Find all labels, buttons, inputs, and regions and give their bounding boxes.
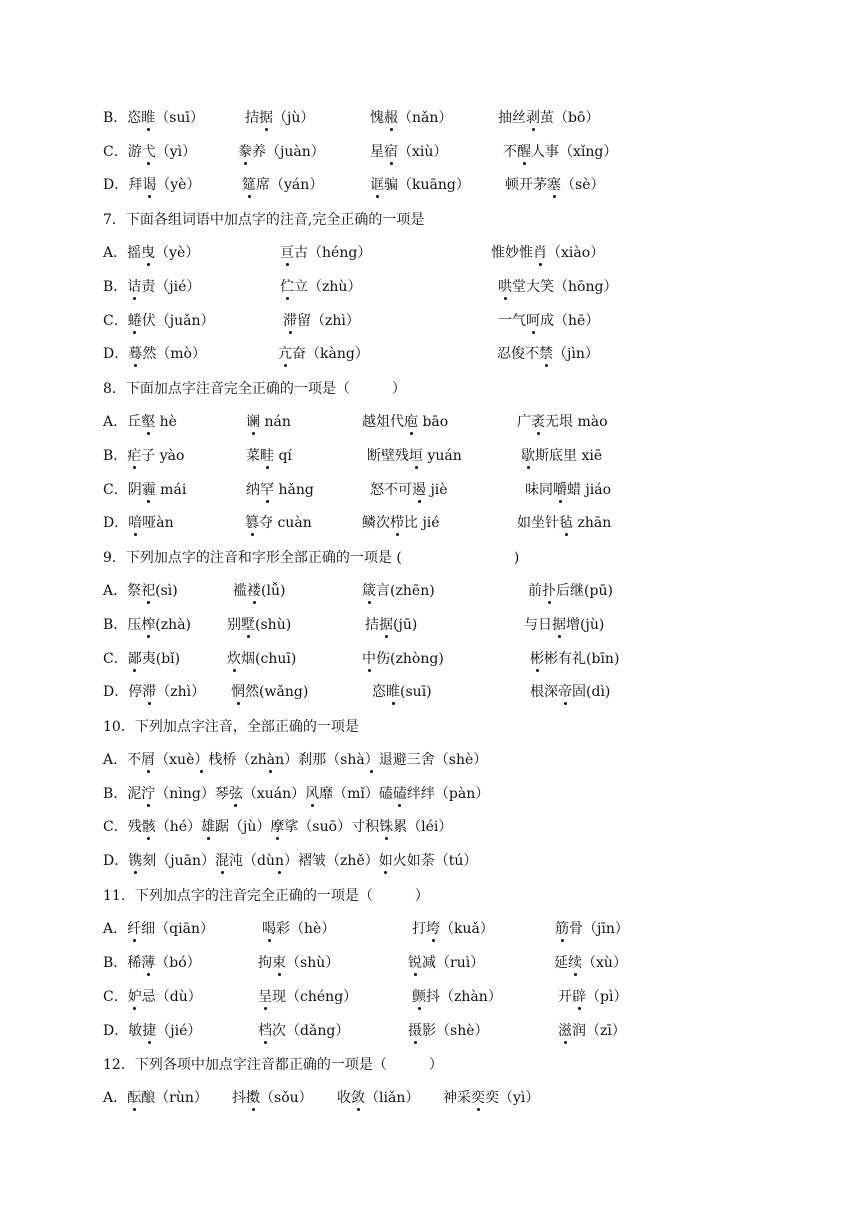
emphasis-dot-char: 敛 bbox=[351, 1087, 365, 1109]
emphasis-dot-char: 混 bbox=[215, 850, 229, 872]
option-item: B．恣睢（suī） bbox=[103, 107, 204, 129]
emphasis-dot-char: 颤 bbox=[412, 986, 426, 1008]
option-item: 彬彬有礼(bīn) bbox=[530, 648, 619, 670]
option-item: 抽丝剥茧（bō） bbox=[498, 107, 599, 129]
emphasis-dot-char: 续 bbox=[568, 952, 582, 974]
option-item: 忍俊不禁（jìn） bbox=[497, 343, 599, 365]
option-item: 歇斯底里 xiē bbox=[521, 445, 602, 467]
option-item: C．阴霾 mái bbox=[103, 479, 186, 501]
emphasis-dot-char: 诘 bbox=[127, 276, 141, 298]
emphasis-dot-char: 宿 bbox=[384, 141, 398, 163]
emphasis-dot-char: 亢 bbox=[278, 343, 292, 365]
option-item: A．纤细（qiān） bbox=[103, 918, 214, 940]
option-item: 滞留（zhì） bbox=[283, 310, 360, 332]
option-item: 筵席（yán） bbox=[242, 174, 323, 196]
emphasis-dot-char: 擞 bbox=[246, 1087, 260, 1109]
option-item: C．鄙夷(bǐ) bbox=[103, 648, 180, 670]
emphasis-dot-char: 塞 bbox=[547, 174, 561, 196]
option-item: 诓骗（kuāng） bbox=[370, 174, 470, 196]
emphasis-dot-char: 酝 bbox=[127, 1087, 141, 1109]
emphasis-dot-char: 炊 bbox=[227, 648, 241, 670]
emphasis-dot-char: 壑 bbox=[141, 411, 155, 433]
emphasis-dot-char: 据 bbox=[259, 107, 273, 129]
option-item: 星宿（xiù） bbox=[370, 141, 447, 163]
option-item: 惘然(wǎng) bbox=[231, 681, 308, 703]
option-item: D．蓦然（mò） bbox=[103, 343, 206, 365]
option-item: 抖擞（sǒu） bbox=[232, 1087, 313, 1109]
option-item: B．压榨(zhà) bbox=[103, 614, 191, 636]
option-item: 愧赧（nǎn） bbox=[370, 107, 452, 129]
option-item: 亘古（héng） bbox=[280, 242, 371, 264]
option-item: 颤抖（zhàn） bbox=[412, 986, 502, 1008]
option-item: 越俎代庖 bāo bbox=[362, 411, 448, 433]
emphasis-dot-char: 肖 bbox=[533, 242, 547, 264]
emphasis-dot-char: 垣 bbox=[409, 445, 423, 467]
emphasis-dot-char: 袤 bbox=[531, 411, 545, 433]
option-item: 如坐针毡 zhān bbox=[517, 512, 611, 534]
emphasis-dot-char: 蓦 bbox=[128, 343, 142, 365]
question-text: 8．下面加点字注音完全正确的一项是（ ） bbox=[103, 381, 406, 397]
emphasis-dot-char: 箴 bbox=[362, 580, 376, 602]
emphasis-dot-char: 筋 bbox=[555, 918, 569, 940]
option-item: A．摇曳（yè） bbox=[103, 242, 199, 264]
emphasis-dot-char: ） bbox=[194, 749, 208, 771]
emphasis-dot-char: 罕 bbox=[260, 479, 274, 501]
emphasis-dot-char: 遏 bbox=[412, 479, 426, 501]
option-item: 不醒人事（xǐng） bbox=[503, 141, 617, 163]
option-item: 档次（dǎng） bbox=[258, 1020, 349, 1042]
option-item: 哄堂大笑（hōng） bbox=[498, 276, 617, 298]
emphasis-dot-char: 栉 bbox=[390, 512, 404, 534]
emphasis-dot-char: 据 bbox=[552, 614, 566, 636]
emphasis-dot-char: 谰 bbox=[246, 411, 260, 433]
option-item: B．疟子 yào bbox=[103, 445, 184, 467]
emphasis-dot-char: 畦 bbox=[260, 445, 274, 467]
option-item: 菜畦 qí bbox=[246, 445, 292, 467]
option-item: 拘束（shù） bbox=[258, 952, 339, 974]
emphasis-dot-char: 奕 bbox=[471, 1087, 485, 1109]
option-item: 神采奕奕（yì） bbox=[443, 1087, 539, 1109]
emphasis-dot-char: 妒 bbox=[128, 986, 142, 1008]
option-item: 亢奋（kàng） bbox=[278, 343, 369, 365]
emphasis-dot-char: 弋 bbox=[142, 141, 156, 163]
emphasis-dot-char: 泞 bbox=[141, 783, 155, 805]
option-item: 顿开茅塞（sè） bbox=[505, 174, 604, 196]
emphasis-dot-char: 镌 bbox=[128, 850, 142, 872]
emphasis-dot-char: 弦 bbox=[229, 783, 243, 805]
emphasis-dot-char: 雄 bbox=[201, 816, 215, 838]
option-item: C．妒忌（dù） bbox=[103, 986, 202, 1008]
emphasis-dot-char: 赧 bbox=[384, 107, 398, 129]
emphasis-dot-char: 禁 bbox=[539, 343, 553, 365]
option-item: 断壁残垣 yuán bbox=[367, 445, 462, 467]
option-item: 前扑后继(pū) bbox=[528, 580, 613, 602]
option-item: D．停滞（zhì） bbox=[103, 681, 205, 703]
option-item: C．游弋（yì） bbox=[103, 141, 196, 163]
option-item: 筋骨（jīn） bbox=[555, 918, 629, 940]
option-item: 味同嚼蜡 jiáo bbox=[525, 479, 611, 501]
emphasis-dot-char: 褛 bbox=[247, 580, 261, 602]
option-item: 豢养（juàn） bbox=[238, 141, 325, 163]
question-text: 11．下列加点字的注音完全正确的一项是（ ） bbox=[103, 888, 429, 904]
question-text: 9．下列加点字的注音和字形全部正确的一项是 ( ) bbox=[103, 550, 520, 566]
option-item: 谰 nán bbox=[246, 411, 291, 433]
emphasis-dot-char: 庖 bbox=[404, 411, 418, 433]
emphasis-dot-char: 榨 bbox=[141, 614, 155, 636]
emphasis-dot-char: 中 bbox=[362, 648, 376, 670]
emphasis-dot-char: 垮 bbox=[426, 918, 440, 940]
emphasis-dot-char: 风 bbox=[305, 783, 319, 805]
option-item: A．丘壑 hè bbox=[103, 411, 177, 433]
option-item: 开辟（pì） bbox=[558, 986, 627, 1008]
emphasis-dot-char: 扑 bbox=[542, 580, 556, 602]
emphasis-dot-char: 彬 bbox=[530, 648, 544, 670]
question-text: 12．下列各项中加点字注音都正确的一项是（ ） bbox=[103, 1057, 443, 1073]
emphasis-dot-char: 铢 bbox=[379, 816, 393, 838]
emphasis-dot-char: 捷 bbox=[142, 1020, 156, 1042]
option-item: D．拜谒（yè） bbox=[103, 174, 200, 196]
option-item: 别墅(shù) bbox=[227, 614, 291, 636]
option-item: 怒不可遏 jiè bbox=[370, 479, 448, 501]
emphasis-dot-char: 帝 bbox=[558, 681, 572, 703]
emphasis-dot-char: 鄙 bbox=[128, 648, 142, 670]
emphasis-dot-char: 束 bbox=[272, 952, 286, 974]
option-item: D．镌刻（juān）混沌（dùn）褶皱（zhě）如火如荼（tú） bbox=[103, 850, 477, 872]
option-item: 篡夺 cuàn bbox=[245, 512, 312, 534]
emphasis-dot-char: 睢 bbox=[141, 107, 155, 129]
option-item: 中伤(zhòng) bbox=[362, 648, 444, 670]
option-item: D．喑哑àn bbox=[103, 512, 174, 534]
option-item: C．残骸（hé）雄踞（jù）摩挲（suō）寸积铢累（léi） bbox=[103, 816, 452, 838]
emphasis-dot-char: 曳 bbox=[141, 242, 155, 264]
option-item: 伫立（zhù） bbox=[280, 276, 361, 298]
emphasis-dot-char: 呈 bbox=[258, 986, 272, 1008]
emphasis-dot-char: 疟 bbox=[127, 445, 141, 467]
emphasis-dot-char: 据 bbox=[379, 614, 393, 636]
emphasis-dot-char: 骸 bbox=[142, 816, 156, 838]
emphasis-dot-char: 滋 bbox=[558, 1020, 572, 1042]
emphasis-dot-char: ） bbox=[365, 749, 379, 771]
question-text: 7．下面各组词语中加点字的注音,完全正确的一项是 bbox=[103, 212, 425, 228]
option-item: 褴褛(lǚ) bbox=[233, 580, 285, 602]
option-item: 与日据增(jù) bbox=[524, 614, 604, 636]
option-item: 打垮（kuǎ） bbox=[412, 918, 494, 940]
emphasis-dot-char: 哄 bbox=[498, 276, 512, 298]
question-text: 10．下列加点字注音，全部正确的一项是 bbox=[103, 719, 359, 735]
emphasis-dot-char: 滞 bbox=[142, 681, 156, 703]
emphasis-dot-char: 墅 bbox=[241, 614, 255, 636]
option-item: B．稀薄（bó） bbox=[103, 952, 201, 974]
emphasis-dot-char: 纤 bbox=[127, 918, 141, 940]
emphasis-dot-char: 档 bbox=[258, 1020, 272, 1042]
emphasis-dot-char: 喑 bbox=[128, 512, 142, 534]
emphasis-dot-char: 嚼 bbox=[553, 479, 567, 501]
emphasis-dot-char: 磕 bbox=[393, 783, 407, 805]
option-item: 炊烟(chuī) bbox=[227, 648, 296, 670]
option-item: 纳罕 hǎng bbox=[246, 479, 314, 501]
option-item: 根深帝固(dì) bbox=[530, 681, 610, 703]
emphasis-dot-char: 摄 bbox=[408, 1020, 422, 1042]
option-item: 广袤无垠 mào bbox=[517, 411, 608, 433]
emphasis-dot-char: 醒 bbox=[517, 141, 531, 163]
emphasis-dot-char: 谒 bbox=[142, 174, 156, 196]
emphasis-dot-char: 滞 bbox=[283, 310, 297, 332]
option-item: 喝彩（hè） bbox=[262, 918, 335, 940]
emphasis-dot-char: 伫 bbox=[280, 276, 294, 298]
emphasis-dot-char: n bbox=[275, 850, 284, 872]
emphasis-dot-char: 喝 bbox=[262, 918, 276, 940]
option-item: 滋润（zī） bbox=[558, 1020, 626, 1042]
emphasis-dot-char: 霾 bbox=[142, 479, 156, 501]
emphasis-dot-char: 剥 bbox=[526, 107, 540, 129]
emphasis-dot-char: 筵 bbox=[242, 174, 256, 196]
emphasis-dot-char: 篡 bbox=[245, 512, 259, 534]
emphasis-dot-char: 豢 bbox=[238, 141, 252, 163]
option-item: 延续（xù） bbox=[554, 952, 627, 974]
emphasis-dot-char: 歇 bbox=[521, 445, 535, 467]
option-item: D．敏捷（jié） bbox=[103, 1020, 201, 1042]
emphasis-dot-char: 诓 bbox=[370, 174, 384, 196]
emphasis-dot-char: 祀 bbox=[141, 580, 155, 602]
emphasis-dot-char: 惘 bbox=[231, 681, 245, 703]
option-item: 拮据（jù） bbox=[245, 107, 314, 129]
option-item: 一气呵成（hē） bbox=[498, 310, 599, 332]
emphasis-dot-char: 蜷 bbox=[128, 310, 142, 332]
option-item: C．蜷伏（juǎn） bbox=[103, 310, 214, 332]
option-item: 惟妙惟肖（xiào） bbox=[491, 242, 604, 264]
option-item: A．酝酿（rùn） bbox=[103, 1087, 208, 1109]
option-item: B．诘责（jié） bbox=[103, 276, 200, 298]
emphasis-dot-char: 薄 bbox=[141, 952, 155, 974]
emphasis-dot-char: 如 bbox=[379, 850, 393, 872]
emphasis-dot-char: 呵 bbox=[526, 310, 540, 332]
emphasis-dot-char: à bbox=[267, 749, 275, 771]
option-item: 拮据(jū) bbox=[365, 614, 417, 636]
emphasis-dot-char: 锐 bbox=[408, 952, 422, 974]
emphasis-dot-char: 屑 bbox=[141, 749, 155, 771]
option-item: 恣睢(suī) bbox=[372, 681, 432, 703]
emphasis-dot-char: 辟 bbox=[572, 986, 586, 1008]
option-item: 鳞次栉比 jié bbox=[362, 512, 440, 534]
emphasis-dot-char: 亘 bbox=[280, 242, 294, 264]
emphasis-dot-char: 睢 bbox=[386, 681, 400, 703]
option-item: A．不屑（xuè）栈桥（zhàn）刹那（shà）退避三舍（shè） bbox=[103, 749, 487, 771]
emphasis-dot-char: 摩 bbox=[270, 816, 284, 838]
emphasis-dot-char: 毡 bbox=[559, 512, 573, 534]
option-item: 呈现（chéng） bbox=[258, 986, 357, 1008]
option-item: 箴言(zhēn) bbox=[362, 580, 435, 602]
option-item: 收敛（liǎn） bbox=[337, 1087, 419, 1109]
option-item: 摄影（shè） bbox=[408, 1020, 489, 1042]
option-item: A．祭祀(sì) bbox=[103, 580, 178, 602]
option-item: B．泥泞（nìng）琴弦（xuán）风靡（mǐ）磕磕绊绊（pàn） bbox=[103, 783, 489, 805]
option-item: 锐减（ruì） bbox=[408, 952, 484, 974]
